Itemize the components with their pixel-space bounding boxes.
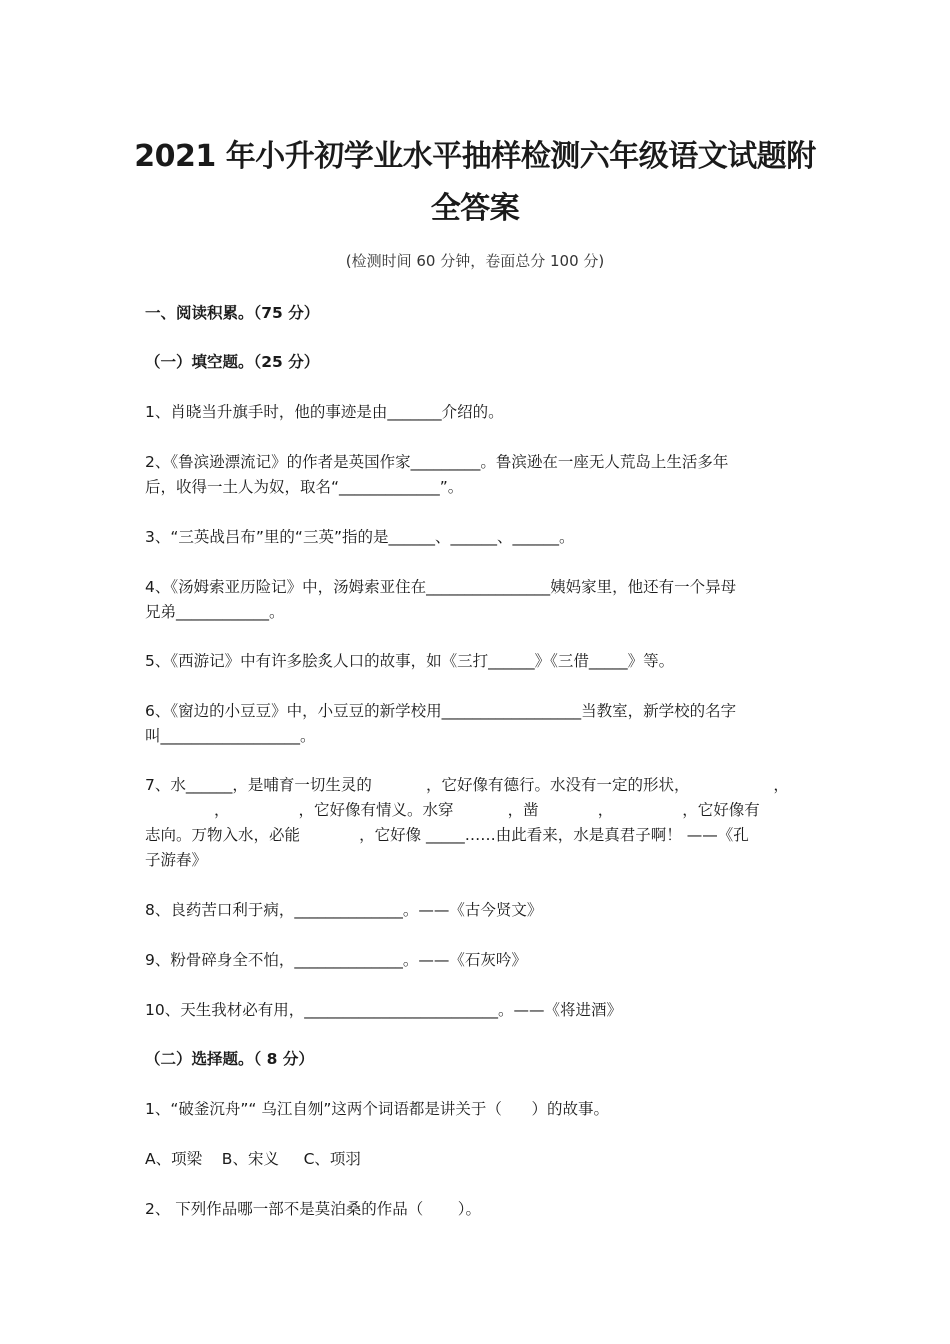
question-5: 5、《西游记》中有许多脍炙人口的故事，如《三打______》《三借_____》等。: [145, 652, 675, 670]
subsection-heading-fill-in: （一）填空题。（25 分）: [145, 353, 320, 371]
exam-info: (检测时间 60 分钟，卷面总分 100 分): [345, 252, 605, 270]
question-7-line-1: 7、水______，是哺育一切生灵的 ，它好像有德行。水没有一定的形状， ，: [145, 776, 789, 794]
question-4-line-2: 兄弟____________。: [145, 603, 285, 621]
question-3: 3、“三英战吕布”里的“三英”指的是______、______、______。: [145, 528, 575, 546]
choice-question-2: 2、 下列作品哪一部不是莫泊桑的作品（ ）。: [145, 1200, 482, 1218]
section-heading-reading: 一、阅读积累。（75 分）: [145, 304, 320, 322]
question-6-line-2: 叫__________________。: [145, 727, 316, 745]
subsection-heading-multiple-choice: （二）选择题。（ 8 分）: [145, 1050, 314, 1068]
question-9: 9、粉骨碎身全不怕，______________。——《石灰吟》: [145, 951, 527, 969]
question-7-line-2: ， ，它好像有情义。水穿 ，凿 ， ，它好像有: [145, 801, 760, 819]
question-4-line-1: 4、《汤姆索亚历险记》中，汤姆索亚住在________________姨妈家里，他还有一个异母: [145, 578, 737, 596]
question-7-line-3: 志向。万物入水，必能 ，它好像 _____……由此看来，水是真君子啊！ ——《孔: [145, 826, 749, 844]
question-10: 10、天生我材必有用，_________________________。——《将进酒》: [145, 1001, 622, 1019]
question-1: 1、肖晓当升旗手时，他的事迹是由_______介绍的。: [145, 403, 504, 421]
choice-question-1-options: A、项梁 B、宋义 C、项羽: [145, 1150, 361, 1168]
document-title-line-1: 2021 年小升初学业水平抽样检测六年级语文试题附: [134, 139, 816, 174]
choice-question-1: 1、“破釜沉舟”“ 乌江自刎”这两个词语都是讲关于（ ）的故事。: [145, 1100, 609, 1118]
question-2-line-2: 后，收得一土人为奴，取名“_____________”。: [145, 478, 464, 496]
question-8: 8、良药苦口利于病，______________。——《古今贤文》: [145, 901, 543, 919]
document-title-line-2: 全答案: [430, 191, 520, 226]
question-6-line-1: 6、《窗边的小豆豆》中，小豆豆的新学校用__________________当教室，新学校的名字: [145, 702, 737, 720]
question-7-line-4: 子游春》: [145, 851, 208, 869]
question-2-line-1: 2、《鲁滨逊漂流记》的作者是英国作家_________。鲁滨逊在一座无人荒岛上生活多年: [145, 453, 729, 471]
